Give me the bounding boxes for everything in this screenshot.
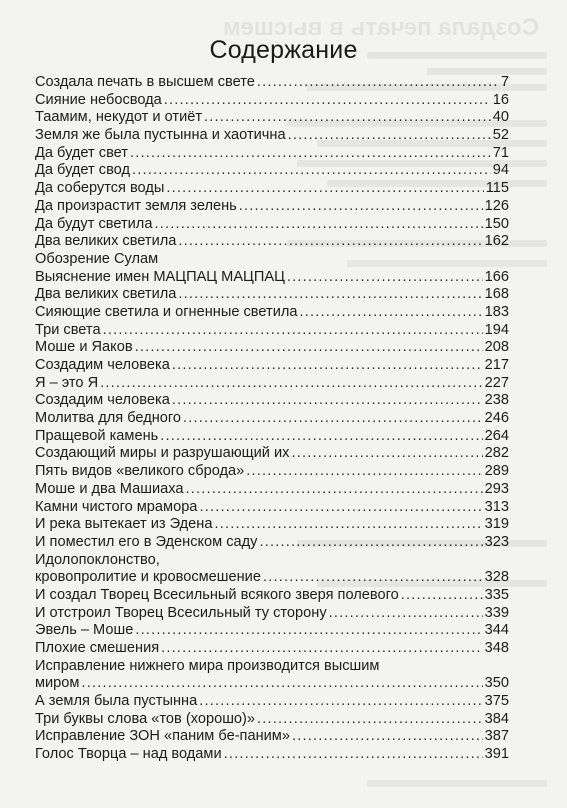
toc-entry-page-number: 387 [484, 728, 509, 745]
toc-entry-title: Земля же была пустынна и хаотична [35, 127, 286, 144]
toc-entry-title: Да произрастит земля зелень [35, 197, 237, 214]
toc-entry [35, 428, 509, 446]
toc-entry [35, 516, 509, 534]
toc-entry-title: И река вытекает из Эдена [35, 516, 213, 533]
toc-entry-page-number: 323 [484, 533, 509, 550]
dot-leader [214, 516, 482, 534]
toc-entry-page-number: 375 [484, 693, 509, 710]
dot-leader [172, 357, 483, 375]
toc-entry-page-number: 52 [492, 127, 509, 144]
toc-entry-title: Исправление ЗОН «паним бе-паним» [35, 728, 290, 745]
dot-leader [288, 127, 491, 145]
dot-leader [185, 481, 482, 499]
toc-entry-page-number: 126 [484, 197, 509, 214]
toc-entry [35, 127, 509, 145]
toc-entry [35, 481, 509, 499]
toc-entry-title: И отстроил Творец Всесильный ту сторону [35, 604, 327, 621]
toc-entry-page-number: 238 [484, 392, 509, 409]
dot-leader [100, 375, 483, 393]
toc-entry-page-number: 344 [484, 622, 509, 639]
dot-leader [103, 322, 483, 340]
toc-entry-page-number: 289 [484, 463, 509, 480]
toc-entry-page-number: 71 [492, 144, 509, 161]
dot-leader [291, 445, 482, 463]
dot-leader [199, 693, 482, 711]
toc-entry-title: Исправление нижнего мира производится высшим [35, 657, 380, 674]
toc-entry [35, 180, 509, 198]
toc-entry [35, 552, 509, 570]
dot-leader [204, 109, 491, 127]
toc-entry-title: миром [35, 675, 80, 692]
toc-entry-page-number: 282 [484, 445, 509, 462]
toc-entry-page-number: 319 [484, 516, 509, 533]
toc-entry [35, 534, 509, 552]
toc-entry-title: А земля была пустынна [35, 693, 198, 710]
toc-entry-page-number: 293 [484, 480, 509, 497]
dot-leader [135, 622, 482, 640]
toc-entry [35, 109, 509, 127]
dot-leader [178, 233, 482, 251]
toc-entry-title: Три света [35, 321, 101, 338]
toc-entry [35, 675, 509, 693]
toc-entry-title: Таамим, некудот и отиёт [35, 109, 203, 126]
table-of-contents [35, 74, 509, 764]
toc-entry-page-number: 162 [484, 233, 509, 250]
dot-leader [257, 711, 483, 729]
toc-entry-page-number: 246 [484, 410, 509, 427]
dot-leader [263, 569, 483, 587]
toc-entry-title: Моше и Яаков [35, 339, 133, 356]
toc-entry-page-number: 350 [484, 675, 509, 692]
toc-entry [35, 286, 509, 304]
dot-leader [401, 587, 483, 605]
toc-entry-title: Идолопоклонство, [35, 551, 160, 568]
dot-leader [81, 675, 482, 693]
toc-entry-title: Два великих светила [35, 286, 177, 303]
toc-entry-page-number: 328 [484, 569, 509, 586]
toc-entry-page-number: 348 [484, 640, 509, 656]
toc-entry-page-number: 166 [484, 268, 509, 285]
dot-leader [329, 605, 483, 623]
toc-entry-title: Эвель – Моше [35, 622, 134, 639]
toc-entry-title: Камни чистого мрамора [35, 498, 198, 515]
toc-entry [35, 746, 509, 764]
toc-entry [35, 658, 509, 676]
dot-leader [199, 499, 482, 517]
dot-leader [300, 304, 483, 322]
toc-entry-page-number: 94 [492, 162, 509, 179]
dot-leader [287, 269, 483, 287]
toc-entry-title: Да соберутся воды [35, 180, 165, 197]
toc-entry-title: Сияющие светила и огненные светила [35, 303, 298, 320]
toc-entry [35, 339, 509, 357]
toc-entry [35, 198, 509, 216]
toc-entry [35, 640, 509, 658]
toc-entry-title: Да будет свет [35, 144, 128, 161]
toc-entry-page-number: 150 [484, 215, 509, 232]
toc-entry [35, 410, 509, 428]
dot-leader [178, 286, 482, 304]
toc-entry-page-number: 217 [484, 357, 509, 373]
dot-leader [135, 339, 483, 357]
toc-entry [35, 728, 509, 746]
toc-entry [35, 74, 509, 92]
toc-entry [35, 216, 509, 234]
toc-entry-title: Моше и два Машиаха [35, 480, 184, 497]
toc-entry [35, 162, 509, 180]
toc-entry [35, 587, 509, 605]
toc-entry [35, 269, 509, 287]
toc-entry-title: Сияние небосвода [35, 91, 162, 108]
dot-leader [154, 216, 482, 234]
toc-entry-title: И поместил его в Эденском саду [35, 533, 258, 550]
toc-entry [35, 304, 509, 322]
toc-entry-page-number: 391 [484, 746, 509, 763]
toc-entry-title: И создал Творец Всесильный всякого зверя полевого [35, 586, 399, 603]
toc-entry-title: Создала печать в высшем свете [35, 74, 255, 90]
reverse-page-show-through: Создала печать в высшем [267, 0, 567, 808]
toc-entry [35, 251, 509, 269]
toc-entry [35, 233, 509, 251]
dot-leader [161, 640, 483, 658]
dot-leader [172, 392, 483, 410]
toc-entry-title: Да будут светила [35, 215, 153, 232]
dot-leader [183, 410, 483, 428]
toc-entry-page-number: 313 [484, 498, 509, 515]
dot-leader [259, 534, 482, 552]
toc-entry-page-number: 40 [492, 109, 509, 126]
toc-entry-title: Да будет свод [35, 162, 130, 179]
toc-entry [35, 357, 509, 375]
toc-entry-page-number: 384 [484, 710, 509, 727]
dot-leader [166, 180, 483, 198]
toc-entry [35, 693, 509, 711]
dot-leader [132, 162, 491, 180]
toc-entry-page-number: 227 [484, 374, 509, 391]
toc-entry [35, 463, 509, 481]
toc-entry-title: Создадим человека [35, 392, 170, 409]
toc-entry [35, 445, 509, 463]
toc-entry [35, 711, 509, 729]
dot-leader [257, 74, 499, 92]
toc-entry-page-number: 115 [485, 180, 509, 197]
toc-entry-title: кровопролитие и кровосмешение [35, 569, 261, 586]
toc-entry-page-number: 208 [484, 339, 509, 356]
toc-entry-title: Я – это Я [35, 374, 99, 391]
toc-entry-page-number: 264 [484, 427, 509, 444]
toc-entry-page-number: 194 [484, 321, 509, 338]
toc-entry-title: Выяснение имен МАЦПАЦ МАЦПАЦ [35, 268, 285, 285]
toc-entry-page-number: 339 [484, 604, 509, 621]
toc-entry-title: Обозрение Сулам [35, 250, 159, 267]
dot-leader [292, 728, 483, 746]
dot-leader [130, 145, 491, 163]
page-title: Содержание [209, 36, 358, 64]
toc-entry-title: Создадим человека [35, 357, 170, 373]
toc-entry [35, 392, 509, 410]
toc-entry [35, 145, 509, 163]
toc-entry-page-number: 16 [492, 91, 509, 108]
toc-entry-page-number: 168 [484, 286, 509, 303]
toc-entry-page-number: 335 [484, 586, 509, 603]
dot-leader [160, 428, 482, 446]
toc-entry [35, 92, 509, 110]
toc-entry-title: Молитва для бедного [35, 410, 182, 427]
toc-entry-title: Пять видов «великого сброда» [35, 463, 245, 480]
toc-entry-page-number: 183 [484, 303, 509, 320]
toc-entry-title: Два великих светила [35, 233, 177, 250]
toc-entry [35, 569, 509, 587]
toc-entry-title: Создающий миры и разрушающий их [35, 445, 290, 462]
toc-entry-title: Пращевой камень [35, 427, 159, 444]
toc-entry [35, 499, 509, 517]
dot-leader [246, 463, 482, 481]
toc-entry-title: Три буквы слова «тов (хорошо)» [35, 710, 255, 727]
toc-entry [35, 322, 509, 340]
toc-entry [35, 622, 509, 640]
dot-leader [224, 746, 483, 764]
dot-leader [164, 92, 491, 110]
toc-entry [35, 375, 509, 393]
toc-entry-page-number: 7 [500, 74, 509, 90]
toc-entry-title: Плохие смешения [35, 640, 160, 656]
toc-entry [35, 605, 509, 623]
toc-entry-title: Голос Творца – над водами [35, 746, 222, 763]
dot-leader [239, 198, 483, 216]
